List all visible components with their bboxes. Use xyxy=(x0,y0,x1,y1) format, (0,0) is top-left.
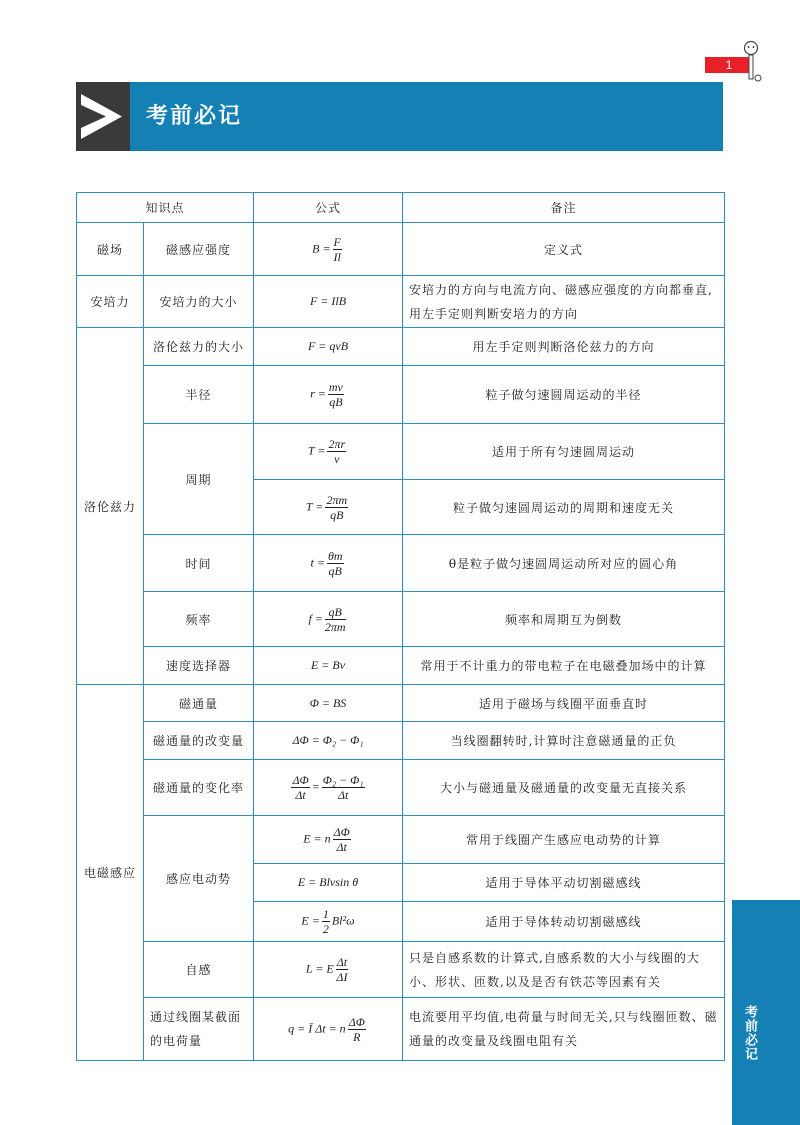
row-note: θ是粒子做匀速圆周运动所对应的圆心角 xyxy=(403,535,725,592)
row-formula: L = E $\frac{\Delta t}{\Delta I}$ xyxy=(254,942,403,998)
row-topic: 通过线圈某截面的电荷量 xyxy=(144,998,254,1061)
section-banner xyxy=(76,82,723,151)
row-formula: q = Ī Δt = n $\frac{\Delta\Phi}{R}$ xyxy=(254,998,403,1061)
table-row xyxy=(77,366,725,424)
row-topic: 自感 xyxy=(144,942,254,998)
row-topic: 磁通量的改变量 xyxy=(144,722,254,760)
row-topic: 感应电动势 xyxy=(144,816,254,942)
row-topic: 周期 xyxy=(144,424,254,535)
row-topic: 频率 xyxy=(144,592,254,647)
row-note: 大小与磁通量及磁通量的改变量无直接关系 xyxy=(403,760,725,816)
row-note: 用左手定则判断洛伦兹力的方向 xyxy=(403,328,725,366)
row-formula: T = $\frac{2\pi r}{v}$ xyxy=(254,424,403,480)
table-row xyxy=(77,685,725,722)
row-formula: F = IlB xyxy=(254,276,403,328)
table-row xyxy=(77,816,725,864)
row-formula: E = Blvsin θ xyxy=(254,864,403,902)
table-row xyxy=(77,592,725,647)
table-row xyxy=(77,722,725,760)
table-row xyxy=(77,424,725,480)
row-topic: 速度选择器 xyxy=(144,647,254,685)
table-row xyxy=(77,223,725,276)
row-topic: 半径 xyxy=(144,366,254,424)
row-formula: E = Bv xyxy=(254,647,403,685)
row-topic: 磁感应强度 xyxy=(144,223,254,276)
row-note: 定义式 xyxy=(403,223,725,276)
row-formula: B = $\frac{F}{Il}$ xyxy=(254,223,403,276)
row-formula: r = $\frac{mv}{qB}$ xyxy=(254,366,403,424)
row-note: 常用于线圈产生感应电动势的计算 xyxy=(403,816,725,864)
page-title: 考前必记 xyxy=(146,104,243,129)
row-note: 适用于导体平动切割磁感线 xyxy=(403,864,725,902)
table-row xyxy=(77,328,725,366)
row-formula: Φ = BS xyxy=(254,685,403,722)
header-formula: 公式 xyxy=(254,193,403,223)
row-topic: 磁通量 xyxy=(144,685,254,722)
row-formula: T = $\frac{2\pi m}{qB}$ xyxy=(254,480,403,535)
row-formula: F = qvB xyxy=(254,328,403,366)
row-note: 电流要用平均值,电荷量与时间无关,只与线圈匝数、磁通量的改变量及线圈电阻有关 xyxy=(403,998,725,1061)
table-row xyxy=(77,998,725,1061)
formula-table xyxy=(76,192,725,1061)
chevron-right-icon xyxy=(76,82,130,151)
row-formula: E = $\frac{1}{2}$ Bl²ω xyxy=(254,902,403,942)
row-note: 安培力的方向与电流方向、磁感应强度的方向都垂直,用左手定则判断安培力的方向 xyxy=(403,276,725,328)
mascot-icon xyxy=(738,40,764,84)
row-formula: t = $\frac{\theta m}{qB}$ xyxy=(254,535,403,592)
table-header-row xyxy=(77,193,725,223)
row-formula: $\frac{\Delta\Phi}{\Delta t}$ = $\frac{\text{Φ₂ − Φ₁}}{\Delta t}$ xyxy=(254,760,403,816)
row-note: 频率和周期互为倒数 xyxy=(403,592,725,647)
header-knowledge: 知识点 xyxy=(77,193,254,223)
row-formula: ΔΦ = Φ₂ − Φ₁ xyxy=(254,722,403,760)
table-row xyxy=(77,760,725,816)
group-magnetic-field: 磁场 xyxy=(77,223,144,276)
side-tab xyxy=(732,900,800,1125)
row-topic: 磁通量的变化率 xyxy=(144,760,254,816)
row-formula: f = $\frac{qB}{2\pi m}$ xyxy=(254,592,403,647)
row-note: 适用于磁场与线圈平面垂直时 xyxy=(403,685,725,722)
page-number: 1 xyxy=(725,58,733,72)
group-em-induction: 电磁感应 xyxy=(77,685,144,1061)
row-note: 常用于不计重力的带电粒子在电磁叠加场中的计算 xyxy=(403,647,725,685)
row-note: 当线圈翻转时,计算时注意磁通量的正负 xyxy=(403,722,725,760)
side-tab-label: 考前必记 xyxy=(742,1005,757,1061)
row-note: 适用于导体转动切割磁感线 xyxy=(403,902,725,942)
group-lorentz-force: 洛伦兹力 xyxy=(77,328,144,685)
row-topic: 安培力的大小 xyxy=(144,276,254,328)
banner-arrow-box xyxy=(76,82,130,151)
table-row xyxy=(77,647,725,685)
group-ampere-force: 安培力 xyxy=(77,276,144,328)
row-topic: 时间 xyxy=(144,535,254,592)
header-note: 备注 xyxy=(403,193,725,223)
row-topic: 洛伦兹力的大小 xyxy=(144,328,254,366)
row-note: 粒子做匀速圆周运动的半径 xyxy=(403,366,725,424)
row-formula: E = n $\frac{\Delta\Phi}{\Delta t}$ xyxy=(254,816,403,864)
table-row xyxy=(77,276,725,328)
table-row xyxy=(77,535,725,592)
row-note: 适用于所有匀速圆周运动 xyxy=(403,424,725,480)
row-note: 只是自感系数的计算式,自感系数的大小与线圈的大小、形状、匝数,以及是否有铁芯等因素有关 xyxy=(403,942,725,998)
row-note: 粒子做匀速圆周运动的周期和速度无关 xyxy=(403,480,725,535)
table-row xyxy=(77,942,725,998)
